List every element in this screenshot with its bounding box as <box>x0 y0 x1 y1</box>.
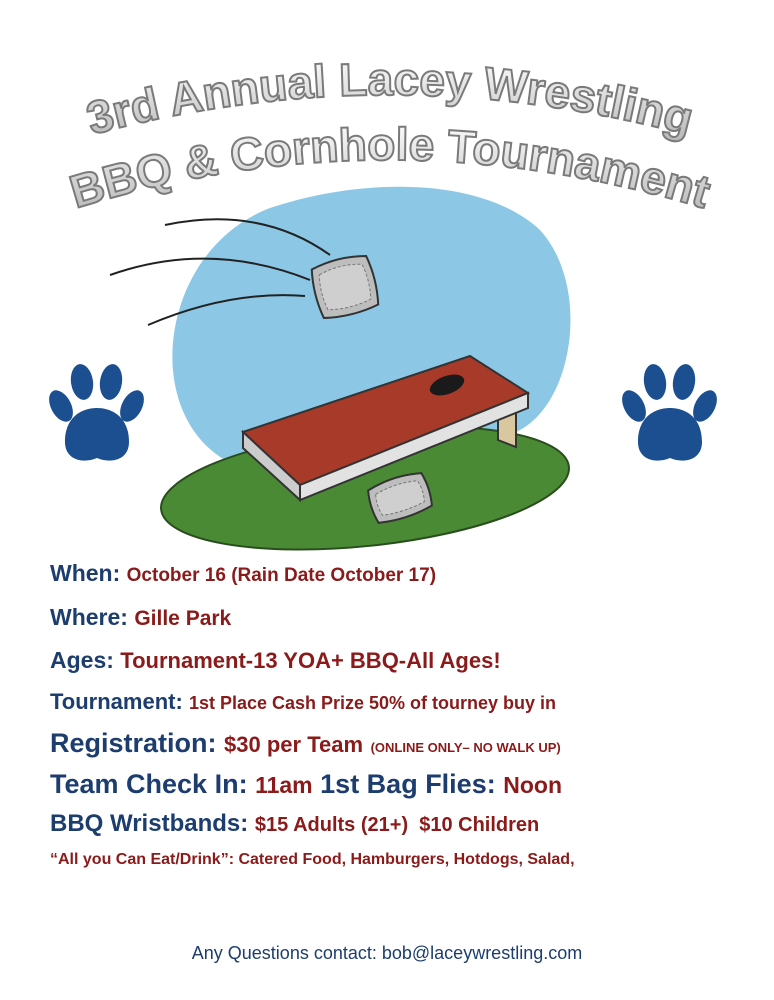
wristbands-label: BBQ Wristbands: <box>50 810 249 837</box>
checkin-row <box>50 771 750 798</box>
ages-label: Ages: <box>50 647 114 673</box>
wristbands-value: $15 Adults (21+) $10 Children <box>254 814 540 836</box>
title-line-2: BBQ & Cornhole Tournament <box>63 117 717 218</box>
food-text: “All you Can Eat/Drink”: Catered Food, Hamburgers, Hotdogs, Salad, <box>50 851 575 868</box>
paw-print-icon <box>44 363 149 461</box>
registration-label: Registration: <box>50 728 217 758</box>
when-value: October 16 (Rain Date October 17) <box>126 565 437 586</box>
when-row <box>50 562 750 585</box>
contact-line: Any Questions contact: bob@laceywrestling.com <box>191 943 583 963</box>
wristbands-row <box>50 812 750 836</box>
tournament-label: Tournament: <box>50 689 183 714</box>
registration-row <box>50 730 750 757</box>
when-label: When: <box>50 560 121 586</box>
checkin-value: 11am <box>255 772 313 798</box>
where-value: Gille Park <box>134 607 232 630</box>
registration-note: (ONLINE ONLY– NO WALK UP) <box>370 740 561 755</box>
tournament-row <box>50 691 750 713</box>
paw-print-icon <box>617 363 722 461</box>
ages-row <box>50 649 750 672</box>
where-row <box>50 606 750 629</box>
first-bag-value: Noon <box>503 772 562 798</box>
title-line-1: 3rd Annual Lacey Wrestling <box>81 52 699 145</box>
where-label: Where: <box>50 604 128 630</box>
checkin-label: Team Check In: <box>50 769 248 799</box>
event-details <box>50 562 750 868</box>
registration-value: $30 per Team <box>224 732 364 757</box>
first-bag-label: 1st Bag Flies: <box>320 769 496 799</box>
cornhole-illustration <box>0 170 774 570</box>
tournament-value: 1st Place Cash Prize 50% of tourney buy in <box>188 693 557 713</box>
ages-value: Tournament-13 YOA+ BBQ-All Ages! <box>120 648 501 673</box>
